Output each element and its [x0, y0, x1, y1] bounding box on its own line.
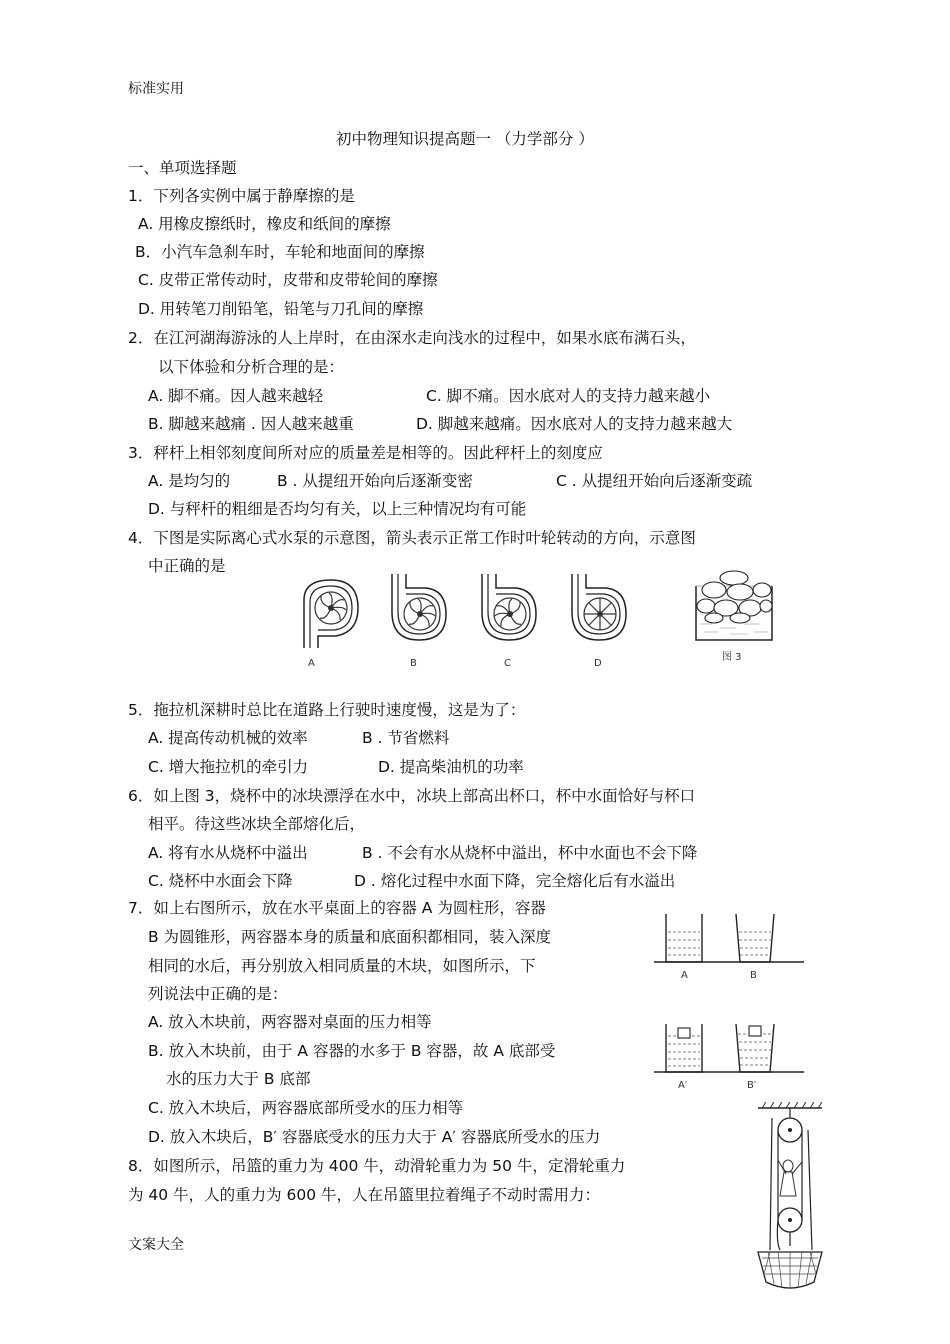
q2-stem-line2: 以下体验和分析合理的是： — [158, 358, 345, 376]
pump-figure-a — [296, 570, 366, 670]
pulley-basket-figure — [750, 1100, 830, 1332]
q1-option-c: C. 皮带正常传动时，皮带和皮带轮间的摩擦 — [138, 271, 438, 289]
q5-stem: 5．拖拉机深耕时总比在道路上行驶时速度慢，这是为了： — [128, 701, 526, 719]
q7-stem-line1: 7．如上右图所示，放在水平桌面上的容器 A 为圆柱形，容器 — [128, 899, 546, 917]
q1-option-b: B．小汽车急刹车时，车轮和地面间的摩擦 — [135, 243, 425, 261]
q3-option-a: A. 是均匀的 — [148, 472, 231, 490]
pump-label-a: A — [308, 658, 315, 669]
beaker-ice-figure — [692, 568, 778, 668]
q7-option-a: A. 放入木块前，两容器对桌面的压力相等 — [148, 1013, 432, 1031]
figure-3-label: 图 3 — [722, 652, 742, 663]
q1-stem: 1．下列各实例中属于静摩擦的是 — [128, 187, 355, 205]
q3-stem: 3．秤杆上相邻刻度间所对应的质量差是相等的。因此秤杆上的刻度应 — [128, 444, 603, 462]
q2-option-d: D. 脚越来越痛。因水底对人的支持力越来越大 — [416, 415, 733, 433]
q6-option-c: C. 烧杯中水面会下降 — [148, 872, 293, 890]
q7-option-d: D. 放入木块后，B′ 容器底受水的压力大于 A′ 容器底所受水的压力 — [148, 1128, 601, 1146]
q7-option-b-line1: B. 放入木块前，由于 A 容器的水多于 B 容器，故 A 底部受 — [148, 1042, 556, 1060]
container-label-b: B — [750, 970, 757, 981]
q6-stem-line2: 相平。待这些冰块全部熔化后， — [148, 815, 366, 833]
q2-stem-line1: 2．在江河湖海游泳的人上岸时，在由深水走向浅水的过程中，如果水底布满石头， — [128, 329, 696, 347]
q5-option-a: A. 提高传动机械的效率 — [148, 729, 308, 747]
page-footer: 文案大全 — [128, 1237, 184, 1253]
q4-stem-line1: 4．下图是实际离心式水泵的示意图，箭头表示正常工作时叶轮转动的方向，示意图 — [128, 529, 696, 547]
page-header: 标准实用 — [128, 81, 184, 97]
container-label-b-prime: B′ — [747, 1080, 757, 1091]
container-label-a-prime: A′ — [678, 1080, 688, 1091]
pump-label-c: C — [504, 658, 511, 669]
q7-stem-line4: 列说法中正确的是： — [148, 985, 288, 1003]
containers-figure-before — [652, 904, 807, 984]
container-label-a: A — [681, 970, 688, 981]
q1-option-a: A. 用橡皮擦纸时，橡皮和纸间的摩擦 — [138, 215, 391, 233]
q5-option-c: C. 增大拖拉机的牵引力 — [148, 758, 309, 776]
q2-option-c: C. 脚不痛。因水底对人的支持力越来越小 — [426, 387, 711, 405]
q2-option-b: B. 脚越来越痛 . 因人越来越重 — [148, 415, 354, 433]
section-heading: 一、单项选择题 — [128, 159, 237, 177]
pump-figure-b — [384, 570, 454, 670]
q1-option-d: D. 用转笔刀削铅笔，铅笔与刀孔间的摩擦 — [138, 300, 424, 318]
q6-stem-line1: 6．如上图 3，烧杯中的冰块漂浮在水中，冰块上部高出杯口，杯中水面恰好与杯口 — [128, 787, 696, 805]
q6-option-b: B . 不会有水从烧杯中溢出，杯中水面也不会下降 — [362, 844, 698, 862]
pump-figure-c — [474, 570, 544, 670]
q7-option-c: C. 放入木块后，两容器底部所受水的压力相等 — [148, 1099, 464, 1117]
q3-option-c: C . 从提纽开始向后逐渐变疏 — [556, 472, 753, 490]
q3-option-d: D. 与秤杆的粗细是否均匀有关，以上三种情况均有可能 — [148, 500, 527, 518]
q8-stem-line2: 为 40 牛，人的重力为 600 牛，人在吊篮里拉着绳子不动时需用力： — [128, 1186, 601, 1204]
q5-option-d: D. 提高柴油机的功率 — [378, 758, 524, 776]
pump-label-b: B — [410, 658, 417, 669]
q4-stem-line2: 中正确的是 — [148, 557, 226, 575]
q2-option-a: A. 脚不痛。因人越来越轻 — [148, 387, 324, 405]
q8-stem-line1: 8．如图所示，吊篮的重力为 400 牛，动滑轮重力为 50 牛，定滑轮重力 — [128, 1157, 626, 1175]
q3-option-b: B . 从提纽开始向后逐渐变密 — [277, 472, 473, 490]
q7-stem-line3: 相同的水后，再分别放入相同质量的木块，如图所示，下 — [148, 957, 536, 975]
page-title: 初中物理知识提高题一 （力学部分 ） — [336, 130, 594, 148]
q7-stem-line2: B 为圆锥形，两容器本身的质量和底面积都相同，装入深度 — [148, 928, 552, 946]
q5-option-b: B . 节省燃料 — [362, 729, 450, 747]
containers-figure-after — [652, 1014, 807, 1094]
q6-option-a: A. 将有水从烧杯中溢出 — [148, 844, 308, 862]
pump-figure-d — [564, 570, 634, 670]
pump-label-d: D — [594, 658, 602, 669]
q7-option-b-line2: 水的压力大于 B 底部 — [166, 1070, 311, 1088]
q6-option-d: D . 熔化过程中水面下降，完全熔化后有水溢出 — [354, 872, 676, 890]
